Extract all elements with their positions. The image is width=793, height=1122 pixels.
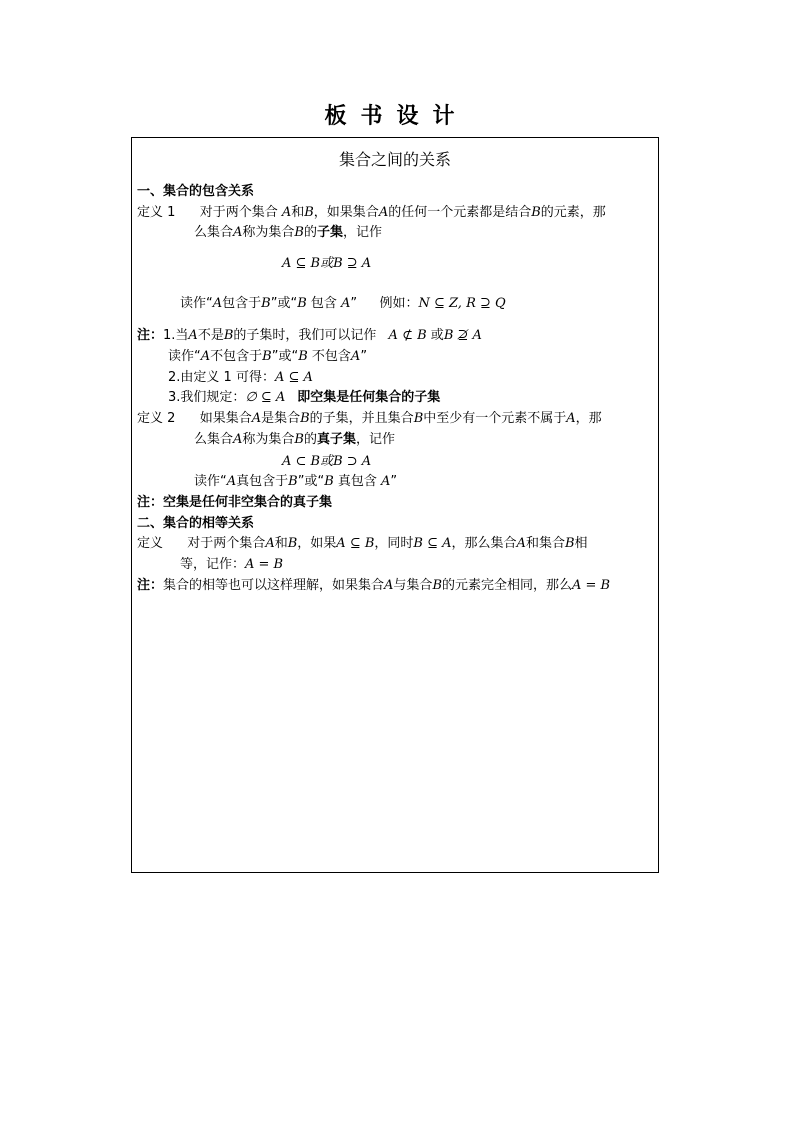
def2-line2: 么集合A称为集合B的真子集，记作 xyxy=(194,432,396,447)
note-equality: 注：集合的相等也可以这样理解，如果集合A与集合B的元素完全相同，那么A = B xyxy=(137,578,611,593)
def2-reading: 读作“A真包含于B”或“B 真包含 A” xyxy=(194,474,398,489)
def3-line2: 等，记作：A = B xyxy=(180,557,284,572)
note2-line: 2.由定义 1 可得：A ⊆ A xyxy=(168,370,313,385)
example-label: 例如： xyxy=(379,296,419,311)
def3-label: 定义 xyxy=(137,536,164,551)
note1-reading: 读作“A不包含于B”或“B 不包含A” xyxy=(168,349,368,364)
content-box xyxy=(131,137,659,873)
def1-line2: 么集合A称为集合B的子集，记作 xyxy=(194,225,383,240)
section1-heading: 一、集合的包含关系 xyxy=(137,184,255,199)
def1-label: 定义 1 xyxy=(137,205,176,220)
def2-label: 定义 2 xyxy=(137,411,176,426)
def1-line1: 定义 1 对于两个集合 A和B，如果集合A的任何一个元素都是结合B的元素，那 xyxy=(137,205,606,220)
subset-term: 子集 xyxy=(317,225,344,240)
note1-line: 注：1.当A不是B的子集时，我们可以记作 A ⊄ B 或B ⊉ A xyxy=(137,328,482,343)
example-formula: N ⊆ Z, R ⊇ Q xyxy=(418,296,506,311)
section2-heading: 二、集合的相等关系 xyxy=(137,516,255,531)
proper-subset-term: 真子集 xyxy=(317,432,357,447)
note-empty-set: 注：空集是任何非空集合的真子集 xyxy=(137,495,333,510)
page-title: 板书设计 xyxy=(324,103,469,129)
box-title: 集合之间的关系 xyxy=(338,150,451,169)
def2-line1: 定义 2 如果集合A是集合B的子集，并且集合B中至少有一个元素不属于A，那 xyxy=(137,411,602,426)
def3-line1: 定义 对于两个集合A和B，如果A ⊆ B，同时B ⊆ A，那么集合A和集合B相 xyxy=(137,536,588,551)
def1-formula: A ⊆ B或B ⊇ A xyxy=(282,256,372,271)
def2-formula: A ⊂ B或B ⊃ A xyxy=(282,454,372,469)
note3-line: 3.我们规定：∅ ⊆ A 即空集是任何集合的子集 xyxy=(168,390,441,405)
def1-reading: 读作“A包含于B”或“B 包含 A” 例如：N ⊆ Z, R ⊇ Q xyxy=(180,296,506,311)
